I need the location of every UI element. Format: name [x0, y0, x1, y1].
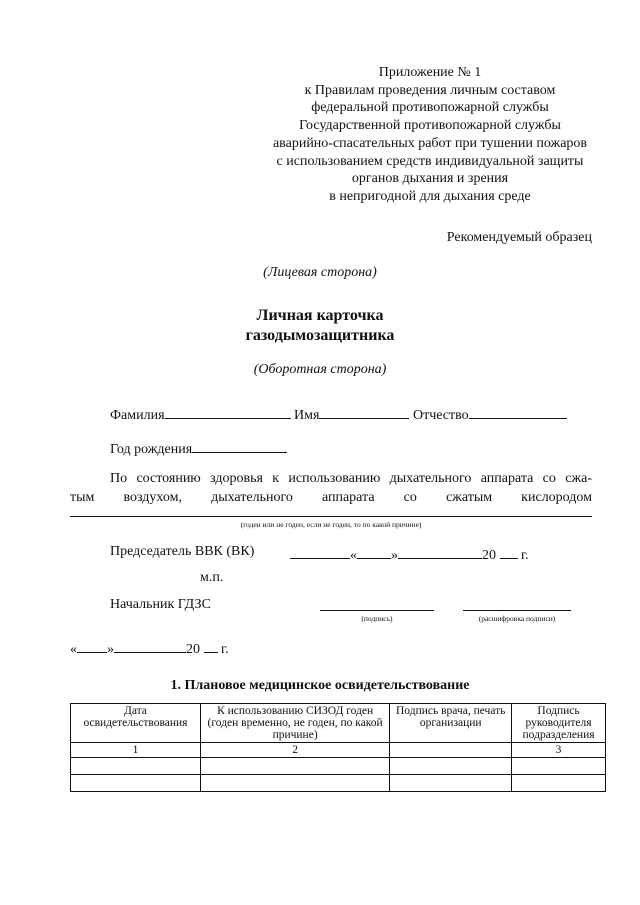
- column-header: Дата освидетельствования: [71, 704, 201, 743]
- year-prefix: 20: [186, 642, 200, 657]
- appendix-header: [230, 64, 630, 206]
- surname-input-line[interactable]: [165, 404, 291, 419]
- vvk-year-line[interactable]: [500, 544, 518, 559]
- surname-label: Фамилия: [110, 408, 165, 423]
- table-cell[interactable]: [390, 775, 512, 792]
- health-hint: (годен или не годен, если не годен, то по какой причине): [240, 520, 422, 529]
- medical-exam-table: [70, 703, 606, 792]
- quote-open: «: [70, 642, 77, 657]
- card-title-line: газодымозащитника: [245, 327, 395, 344]
- back-side-note: (Оборотная сторона): [253, 362, 387, 377]
- section-title: 1. Плановое медицинское освидетельствование: [170, 678, 470, 693]
- table-header-row: [71, 704, 606, 743]
- column-number: 2: [200, 743, 389, 758]
- quote-open: «: [350, 548, 357, 563]
- chief-name-line[interactable]: [463, 610, 571, 611]
- appendix-line: с использованием средств индивидуальной защиты: [276, 153, 584, 169]
- birth-year-input-line[interactable]: [192, 438, 287, 453]
- table-cell[interactable]: [200, 775, 389, 792]
- decode-hint: (расшифровка подписи): [478, 614, 556, 623]
- quote-close: »: [391, 548, 398, 563]
- table-cell[interactable]: [390, 758, 512, 775]
- name-label: Имя: [294, 408, 320, 423]
- table-cell[interactable]: [200, 758, 389, 775]
- column-header: Подпись врача, печать организации: [390, 704, 512, 743]
- stamp-place: м.п.: [200, 570, 224, 585]
- column-number-row: [71, 743, 606, 758]
- year-prefix: 20: [482, 548, 496, 563]
- year-suffix: г.: [521, 548, 529, 563]
- vvk-month-line[interactable]: [398, 544, 482, 559]
- vvk-day-line[interactable]: [357, 544, 391, 559]
- appendix-line: органов дыхания и зрения: [351, 171, 509, 187]
- health-line: тым воздухом, дыхательного аппарата со сжатым кислородом: [70, 490, 592, 505]
- name-input-line[interactable]: [319, 404, 409, 419]
- appendix-line: Государственной противопожарной службы: [299, 118, 561, 134]
- column-header: Подпись руководителя подразделения: [512, 704, 606, 743]
- vvk-date-row: [290, 544, 529, 564]
- year-suffix: г.: [221, 642, 229, 657]
- birth-year-row: [110, 438, 287, 458]
- table-cell[interactable]: [71, 758, 201, 775]
- vvk-signature-line[interactable]: [290, 544, 350, 559]
- patronymic-label: Отчество: [412, 408, 469, 423]
- date-year-line[interactable]: [204, 638, 218, 653]
- issue-date-row: [70, 638, 229, 658]
- table-cell[interactable]: [512, 758, 606, 775]
- health-line: По состоянию здоровья к использованию дыхательного аппарата со сжа-: [110, 471, 592, 486]
- table-cell[interactable]: [512, 775, 606, 792]
- column-number: 1: [71, 743, 201, 758]
- date-month-line[interactable]: [114, 638, 186, 653]
- recommended-sample-label: Рекомендуемый образец: [446, 230, 592, 245]
- appendix-line: федеральной противопожарной службы: [311, 100, 549, 116]
- table-row: [71, 758, 606, 775]
- appendix-line: аварийно-спасательных работ при тушении пожаров: [272, 135, 588, 151]
- column-number: 3: [512, 743, 606, 758]
- appendix-line: к Правилам проведения личным составом: [304, 82, 556, 98]
- name-fields-row: [110, 404, 567, 424]
- column-number: [390, 743, 512, 758]
- signature-hint: (подпись): [361, 614, 393, 623]
- appendix-title: Приложение № 1: [378, 65, 482, 80]
- appendix-line: в непригодной для дыхания среде: [329, 188, 531, 204]
- card-title: [0, 306, 640, 346]
- table-cell[interactable]: [71, 775, 201, 792]
- date-day-line[interactable]: [77, 638, 107, 653]
- column-header: К использованию СИЗОД годен (годен временно, не годен, по какой причине): [200, 704, 389, 743]
- birth-year-label: Год рождения: [110, 442, 193, 457]
- health-answer-line[interactable]: [70, 516, 592, 517]
- table-row: [71, 775, 606, 792]
- gdzs-chief-label: Начальник ГДЗС: [110, 597, 211, 612]
- chief-signature-line[interactable]: [320, 610, 434, 611]
- health-statement: [70, 469, 592, 507]
- card-title-line: Личная карточка: [256, 307, 384, 324]
- vvk-chair-label: Председатель ВВК (ВК): [110, 544, 255, 559]
- front-side-note: (Лицевая сторона): [263, 265, 377, 280]
- patronymic-input-line[interactable]: [469, 404, 567, 419]
- quote-close: »: [107, 642, 114, 657]
